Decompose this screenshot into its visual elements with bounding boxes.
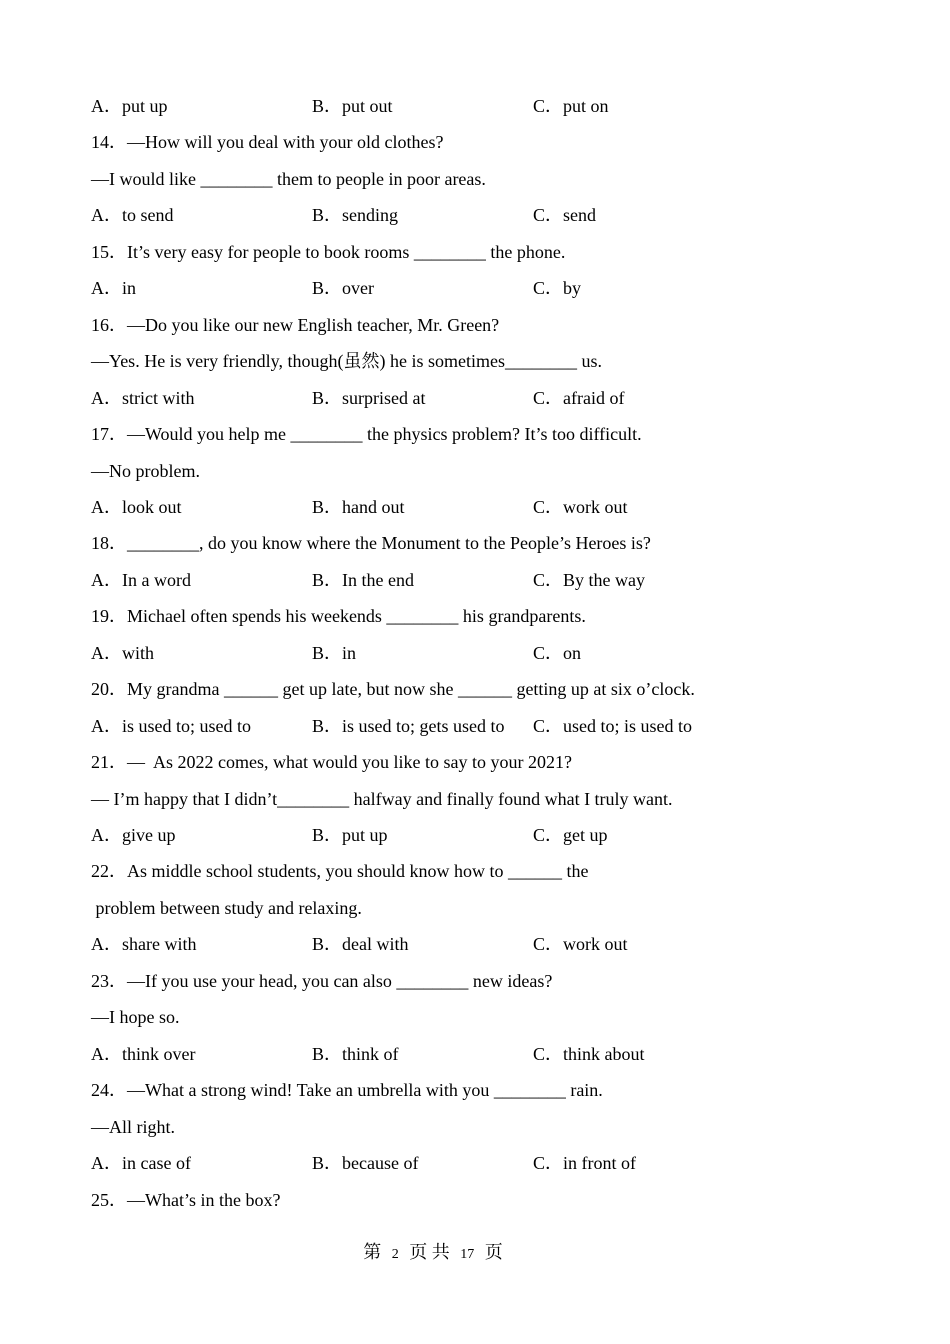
option-b: B．is used to; gets used to: [312, 716, 505, 736]
question-text-line: 15．It’s very easy for people to book rooms ________ the phone.: [91, 242, 566, 262]
question-text-line: 25．—What’s in the box?: [91, 1190, 281, 1210]
option-c: C．afraid of: [533, 388, 625, 408]
option-c: C．put on: [533, 96, 609, 116]
option-c: C．work out: [533, 934, 628, 954]
option-a: A．look out: [91, 497, 182, 517]
option-c: C．work out: [533, 497, 628, 517]
option-a: A．is used to; used to: [91, 716, 251, 736]
question-text-line: 23．—If you use your head, you can also ________ new ideas?: [91, 971, 553, 991]
question-text-line: 18．________, do you know where the Monument to the People’s Heroes is?: [91, 533, 651, 553]
question-text-line: 21．— As 2022 comes, what would you like to say to your 2021?: [91, 752, 572, 772]
question-text-line: problem between study and relaxing.: [91, 898, 362, 918]
page-footer: [0, 1238, 866, 1269]
question-text-line: 14．—How will you deal with your old clothes?: [91, 132, 444, 152]
option-b: B．surprised at: [312, 388, 426, 408]
question-text-line: 17．—Would you help me ________ the physics problem? It’s too difficult.: [91, 424, 642, 444]
option-b: B．sending: [312, 205, 399, 225]
footer-total-pages: 17: [460, 1247, 475, 1262]
option-b: B．deal with: [312, 934, 409, 954]
question-text-line: 20．My grandma ______ get up late, but now she ______ getting up at six o’clock.: [91, 679, 695, 699]
option-a: A．with: [91, 643, 154, 663]
option-a: A．strict with: [91, 388, 195, 408]
footer-suffix: 页: [484, 1242, 503, 1262]
option-c: C．By the way: [533, 570, 645, 590]
question-text-line: 22．As middle school students, you should know how to ______ the: [91, 861, 589, 881]
question-text-line: 19．Michael often spends his weekends ________ his grandparents.: [91, 606, 586, 626]
question-text-line: —I hope so.: [91, 1007, 180, 1027]
question-text-line: 24．—What a strong wind! Take an umbrella with you ________ rain.: [91, 1080, 603, 1100]
footer-prefix: 第: [363, 1242, 382, 1262]
option-c: C．get up: [533, 825, 608, 845]
option-a: A．give up: [91, 825, 176, 845]
option-c: C．on: [533, 643, 582, 663]
option-c: C．by: [533, 278, 582, 298]
option-c: C．used to; is used to: [533, 716, 693, 736]
question-text-line: —No problem.: [91, 461, 200, 481]
question-text-line: 16．—Do you like our new English teacher, Mr. Green?: [91, 315, 500, 335]
option-a: A．think over: [91, 1044, 196, 1064]
option-c: C．send: [533, 205, 596, 225]
option-c: C．in front of: [533, 1153, 636, 1173]
option-b: B．in: [312, 643, 357, 663]
question-text-line: — I’m happy that I didn’t________ halfway and finally found what I truly want.: [91, 789, 673, 809]
footer-page-number: 2: [391, 1247, 399, 1262]
option-a: A．to send: [91, 205, 174, 225]
option-a: A．put up: [91, 96, 168, 116]
option-b: B．because of: [312, 1153, 419, 1173]
footer-middle: 页 共: [409, 1242, 450, 1262]
option-b: B．put out: [312, 96, 393, 116]
question-text-line: —I would like ________ them to people in poor areas.: [91, 169, 486, 189]
question-text-line: —Yes. He is very friendly, though(虽然) he is sometimes________ us.: [91, 351, 602, 371]
option-a: A．share with: [91, 934, 197, 954]
option-a: A．In a word: [91, 570, 191, 590]
option-a: A．in: [91, 278, 136, 298]
option-b: B．In the end: [312, 570, 414, 590]
option-c: C．think about: [533, 1044, 645, 1064]
option-b: B．hand out: [312, 497, 405, 517]
option-a: A．in case of: [91, 1153, 191, 1173]
option-b: B．think of: [312, 1044, 399, 1064]
option-b: B．over: [312, 278, 374, 298]
option-b: B．put up: [312, 825, 388, 845]
question-text-line: —All right.: [91, 1117, 175, 1137]
